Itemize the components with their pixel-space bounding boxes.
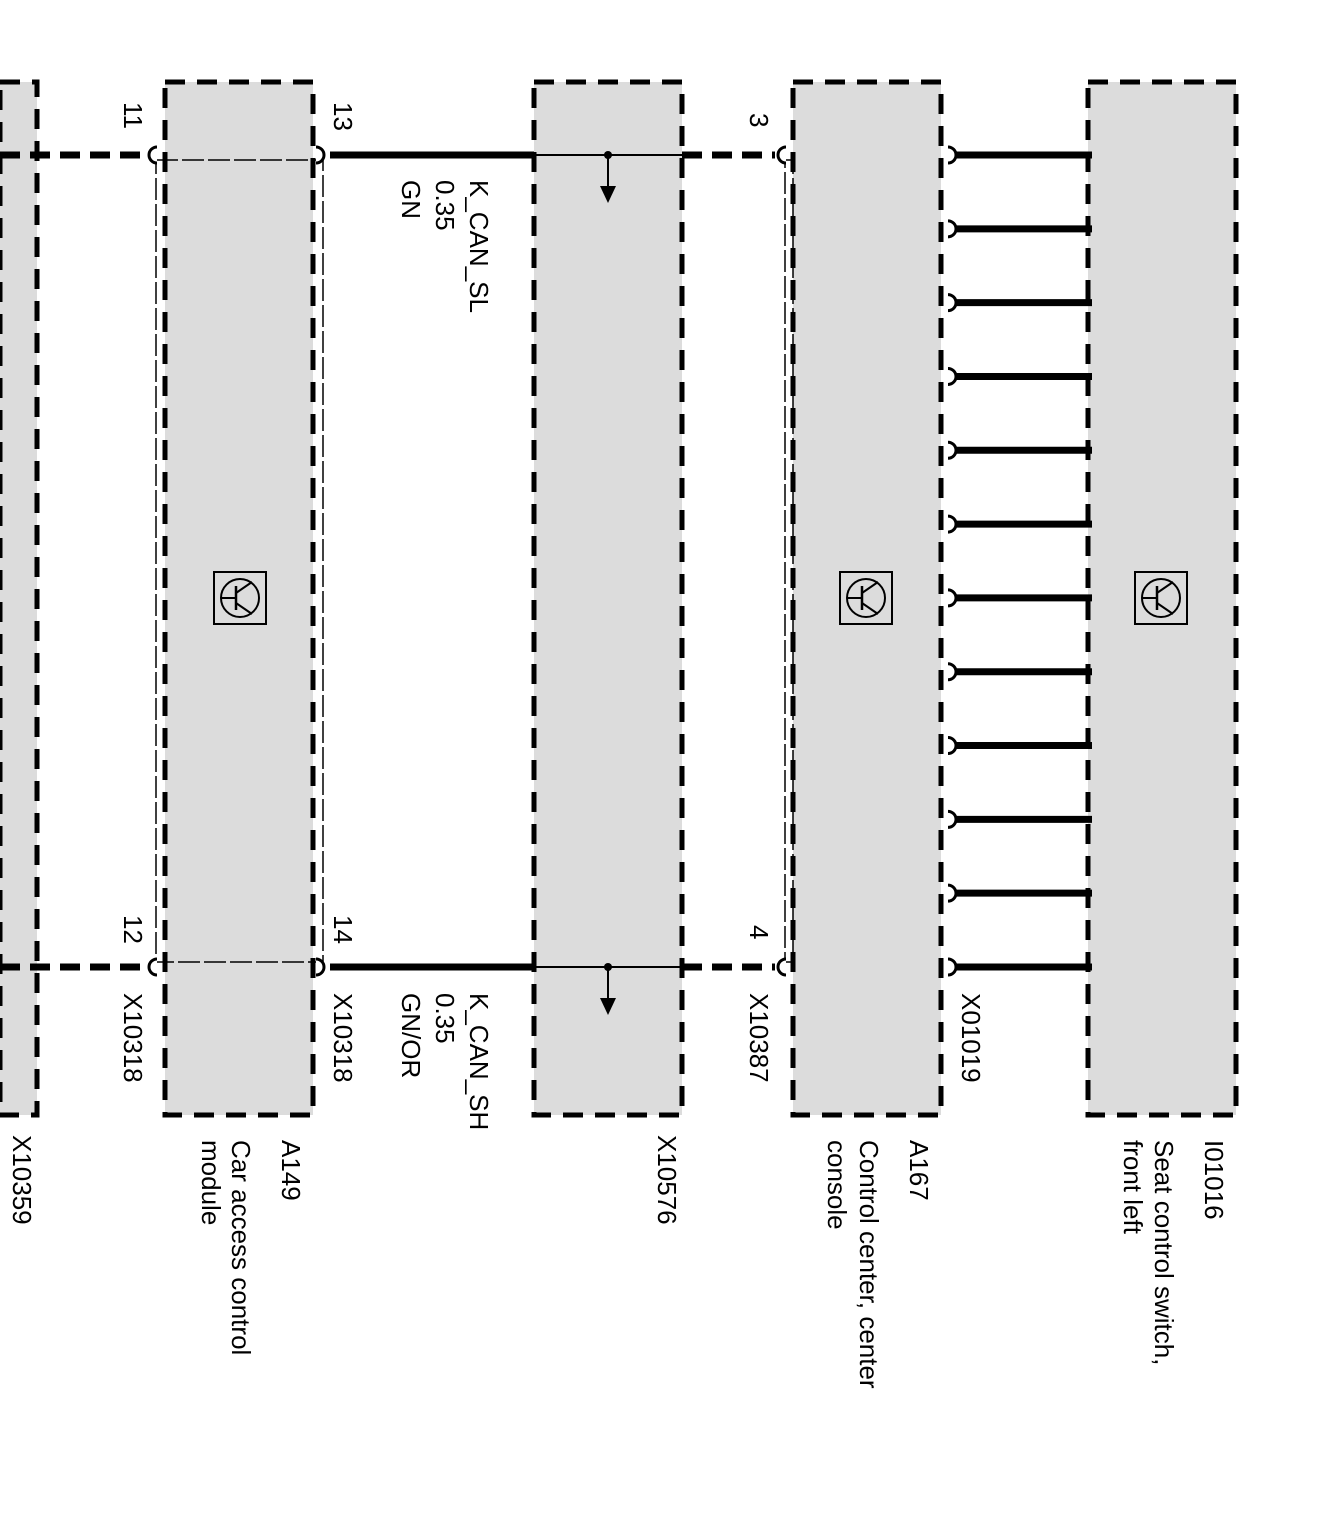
wire-sl-color: GN [396,180,426,219]
pin-label-3: 3 [744,113,774,128]
pin-label-4: 4 [744,925,774,940]
connector-label-x10318-right: X10318 [328,993,358,1083]
module-x10576-id: X10576 [652,1135,682,1225]
ladder-pin [948,811,956,827]
transistor-icon [214,572,266,624]
module-a167-id: A167 [904,1140,934,1201]
ladder-pin [948,959,956,975]
wire-sh-color: GN/OR [396,993,426,1079]
module-i01016-name-2: front left [1118,1140,1148,1234]
module-x10359-box [0,82,37,1115]
wire-sl-gauge: 0.35 [430,180,460,231]
ladder-pin [948,147,956,163]
module-a167-name-1: Control center, center [854,1140,884,1389]
wire-sh-gauge: 0.35 [430,993,460,1044]
module-a167-name-2: console [822,1140,852,1230]
module-i01016-name-1: Seat control switch, [1149,1140,1179,1366]
transistor-icon [1135,572,1187,624]
pin-label-12: 12 [118,915,148,944]
module-x10359-id: X10359 [7,1135,37,1225]
ladder-pin [948,885,956,901]
module-i01016-id: I01016 [1199,1140,1229,1220]
ladder-pin [948,295,956,311]
ladder-pin [948,590,956,606]
pin-label-11: 11 [118,102,148,129]
module-a149-name-1: Car access control [226,1140,256,1356]
connector-label-x10318-left: X10318 [118,993,148,1083]
ladder-pin [948,738,956,754]
connector-label-x10387: X10387 [744,993,774,1083]
module-a149-name-2: module [196,1140,226,1226]
pin-label-13: 13 [328,102,358,131]
ladder-pin [948,664,956,680]
ladder-pin [948,516,956,532]
ladder-pin [948,368,956,384]
connector-label-x01019: X01019 [956,993,986,1083]
ladder-pin [948,442,956,458]
x01019-wires [948,147,1092,975]
module-a149-id: A149 [276,1140,306,1201]
module-x10576-box [534,82,682,1115]
transistor-icon [840,572,892,624]
ladder-pin [948,221,956,237]
wire-sl-name: K_CAN_SL [464,180,494,313]
pin-label-14: 14 [328,915,358,944]
wire-sh-name: K_CAN_SH [464,993,494,1131]
